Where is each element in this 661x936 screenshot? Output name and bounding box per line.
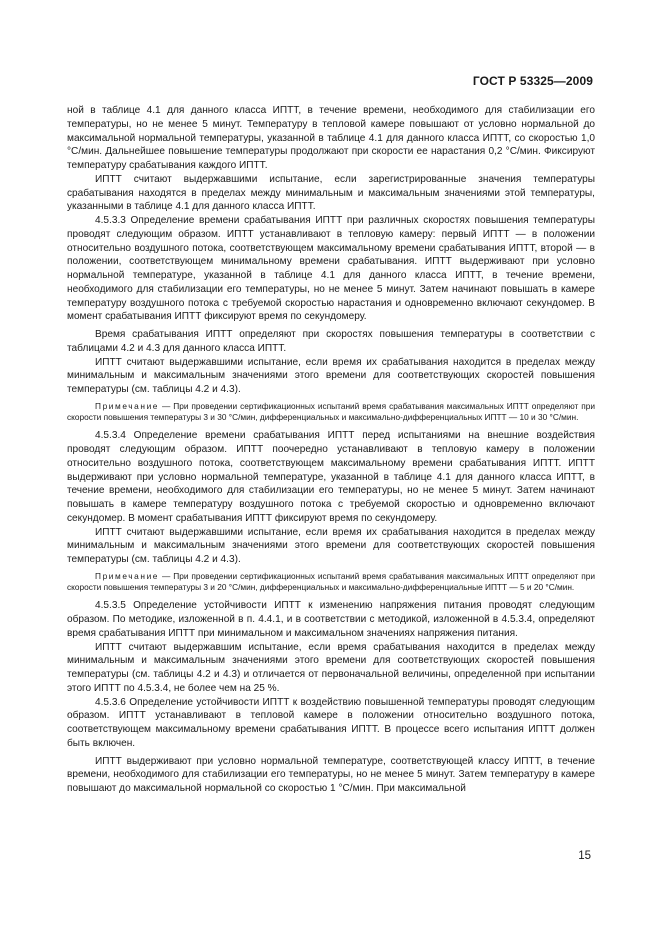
note-text: — При проведении сертификационных испытаний время срабатывания максимальных ИПТТ определяют при скорости повышения температуры 3 и 20 °С/мин, дифференциальных и максимально-дифференциальные ИПТТ — 5 и 20 °С/мин.	[67, 570, 595, 593]
page-number: 15	[578, 850, 591, 862]
paragraph: ИПТТ считают выдержавшими испытание, если зарегистрированные значения температуры срабатывания находятся в пределах между минимальным и максимальным значениями этой температуры, указанными в таблице 4.1 для данного класса ИПТТ.	[67, 173, 595, 213]
note-label: Примечание	[95, 400, 160, 411]
paragraph: ИПТТ считают выдержавшими испытание, если время их срабатывания находится в пределах между минимальным и максимальным значениями этого времени для соответствующих скоростей повышения температуры (см. таблицы 4.2 и 4.3).	[67, 526, 595, 566]
document-header: ГОСТ Р 53325—2009	[472, 74, 593, 88]
paragraph: ИПТТ выдерживают при условно нормальной температуре, соответствующей классу ИПТТ, в течение времени, необходимого для стабилизации его температуры, но не менее 5 минут. Затем температуру в камере повышают до максимальной нормальной со скоростью 1 °С/мин. При максимальной	[67, 755, 595, 795]
note	[67, 571, 595, 594]
paragraph: ИПТТ считают выдержавшим испытание, если время срабатывания находится в пределах между минимальным и максимальным значениями этого времени для соответствующих скоростей повышения температуры (см. таблицы 4.2 и 4.3) и отличается от первоначальной величины, определенной при испытании этого ИПТТ по 4.5.3.4, не более чем на 25 %.	[67, 641, 595, 694]
section-4-5-3-4: 4.5.3.4 Определение времени срабатывания ИПТТ перед испытаниями на внешние воздействия проводят следующим образом. ИПТТ поочередно устанавливают в тепловую камеру в положении относительно воздушного потока, соответствующем максимальному времени срабатывания ИПТТ. ИПТТ выдерживают при условно нормальной температуре, указанной в таблице 4.1 для данного класса ИПТТ, в течение времени, необходимого для стабилизации его температуры, но не менее 5 минут. Затем начинают повышать в камере температуру воздушного потока с требуемой скоростью и одновременно включают секундомер. В момент срабатывания ИПТТ фиксируют время по секундомеру.	[67, 430, 595, 524]
paragraph: ной в таблице 4.1 для данного класса ИПТТ, в течение времени, необходимого для стабилизации его температуры, но не менее 5 минут. Температуру в тепловой камере повышают от условно нормальной до максимальной нормальной температуры, указанной в таблице 4.1 для данного класса ИПТТ, со скоростью 1,0 °С/мин. Дальнейшее повышение температуры продолжают при скорости ее нарастания 0,2 °С/мин. Фиксируют температуру срабатывания каждого ИПТТ.	[67, 105, 595, 171]
paragraph: ИПТТ считают выдержавшими испытание, если время их срабатывания находится в пределах между минимальным и максимальным значениями этого времени для соответствующих скоростей повышения температуры (см. таблицы 4.2 и 4.3).	[67, 356, 595, 395]
paragraph: Время срабатывания ИПТТ определяют при скоростях повышения температуры в соответствии с таблицами 4.2 и 4.3 для данного класса ИПТТ.	[67, 329, 595, 354]
document-body	[67, 104, 595, 796]
note-label: Примечание	[95, 570, 160, 581]
section-4-5-3-6: 4.5.3.6 Определение устойчивости ИПТТ к воздействию повышенной температуры проводят следующим образом. ИПТТ устанавливают в тепловой камере в положении относительно воздушного потока, соответствующем максимальному времени срабатывания ИПТТ. В процессе всего испытания ИПТТ должен быть включен.	[67, 696, 595, 749]
note	[67, 401, 595, 424]
section-4-5-3-3: 4.5.3.3 Определение времени срабатывания ИПТТ при различных скоростях повышения температуры проводят следующим образом. ИПТТ устанавливают в тепловую камеру: первый ИПТТ — в положении относительно воздушного потока, соответствующем максимальному времени срабатывания ИПТТ, второй — в положении, соответствующем минимальному времени срабатывания. ИПТТ выдерживают при условно нормальной температуре, указанной в таблице 4.1 для данного класса ИПТТ, в течение времени, необходимого для стабилизации его температуры, но не менее 5 минут. Затем начинают повышать в камере температуру воздушного потока с требуемой скоростью нарастания и одновременно включают секундомер. В момент срабатывания ИПТТ фиксируют время по секундомеру.	[67, 215, 595, 323]
note-text: — При проведении сертификационных испытаний время срабатывания максимальных ИПТТ определяют при скорости повышения температуры 3 и 30 °С/мин, дифференциальных и максимально-дифференциальных ИПТТ — 10 и 30 °С/мин.	[67, 400, 595, 423]
section-4-5-3-5: 4.5.3.5 Определение устойчивости ИПТТ к изменению напряжения питания проводят следующим образом. По методике, изложенной в п. 4.4.1, и в соответствии с методикой, изложенной в 4.5.3.4, определяют время срабатывания ИПТТ при минимальном и максимальном значениях напряжения питания.	[67, 600, 595, 639]
